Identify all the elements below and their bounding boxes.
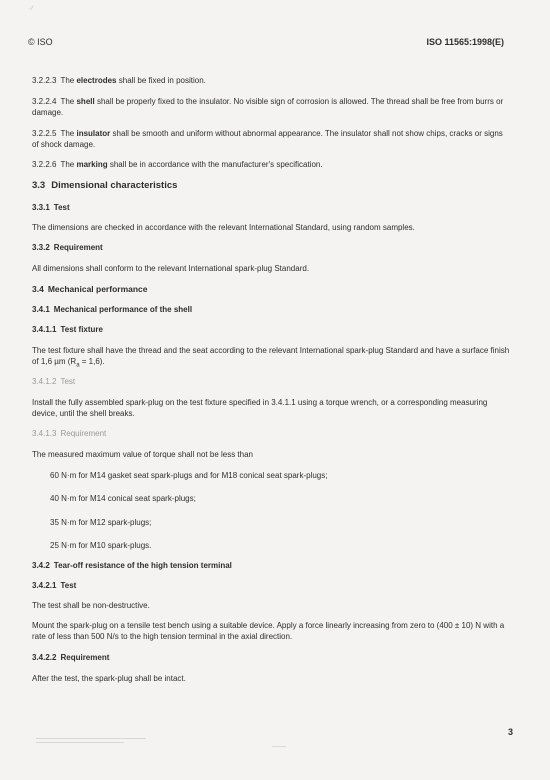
heading-title: Dimensional characteristics [51,180,178,191]
corner-mark: · ⁄ [28,6,33,12]
heading-number: 3.4.2.2 [32,653,57,662]
clause-keyword: electrodes [76,76,117,85]
heading-number: 3.3.2 [32,243,50,252]
heading-3-4-1 [32,305,192,316]
clause-number: 3.2.2.4 [32,97,57,106]
clause-3-2-2-5 [32,129,510,150]
clause-number: 3.2.2.3 [32,76,57,85]
heading-title: Mechanical performance [47,284,148,294]
heading-3-4-1-3 [32,429,106,440]
subscript: a [76,362,80,369]
heading-3-3-1 [32,203,70,214]
list-item: 25 N·m for M10 spark-plugs. [50,541,152,550]
paragraph-3-4-1-3: The measured maximum value of torque shall not be less than [32,450,254,459]
clause-text: shall be fixed in position. [116,76,206,85]
heading-3-4-2-1 [32,581,76,592]
list-item: 60 N·m for M14 gasket seat spark-plugs and for M18 conical seat spark-plugs; [50,471,328,480]
heading-number: 3.4.1.3 [32,429,57,438]
clause-keyword: marking [76,160,108,169]
paragraph-text: The test fixture shall have the thread and the seat according to the relevant International spark-plug Standard and have a surface finish of 1,6 µm (R [32,346,510,366]
list-item: 40 N·m for M14 conical seat spark-plugs; [50,494,196,503]
clause-3-2-2-4 [32,97,510,118]
clause-keyword: insulator [76,129,111,138]
paragraph-3-4-2-2: After the test, the spark-plug shall be intact. [32,674,186,683]
clause-number: 3.2.2.5 [32,129,57,138]
heading-number: 3.3.1 [32,203,50,212]
header-standard-number: ISO 11565:1998(E) [426,37,504,47]
heading-title: Test [60,581,77,590]
clause-3-2-2-6 [32,160,510,171]
paragraph-3-3-1: The dimensions are checked in accordance with the relevant International Standard, using random samples. [32,223,415,232]
heading-3-4-1-1 [32,325,103,336]
heading-3-4 [32,284,148,295]
footer-faint-marks [36,738,146,748]
clause-3-2-2-3 [32,76,510,87]
clause-number: 3.2.2.6 [32,160,57,169]
heading-title: Requirement [53,243,103,252]
heading-3-3-2 [32,243,103,254]
heading-title: Tear-off resistance of the high tension terminal [53,561,232,570]
heading-title: Requirement [60,653,110,662]
paragraph-text-end: = 1,6). [79,356,105,366]
heading-3-3 [32,181,177,192]
paragraph-3-4-1-1 [32,346,510,371]
clause-text: shall be smooth and uniform without abnormal appearance. The insulator shall not show chips, cracks or signs of shock damage. [32,129,503,149]
heading-3-4-2-2 [32,653,109,664]
paragraph-3-4-1-2: Install the fully assembled spark-plug on the test fixture specified in 3.4.1.1 using a torque wrench, or a corresponding measuring device, until the shell breaks. [32,398,488,418]
heading-3-4-1-2 [32,377,75,388]
clause-text: shall be properly fixed to the insulator. No visible sign of corrosion is allowed. The thread shall be free from burrs or damage. [32,97,504,117]
clause-text: The [60,76,77,85]
paragraph-3-4-2-1-b: Mount the spark-plug on a tensile test bench using a suitable device. Apply a force linearly increasing from zero to (400 ± 10) N with a rate of less than 500 N/s to the high tension terminal in the axial direction. [32,621,505,641]
heading-number: 3.4.2 [32,561,50,570]
heading-number: 3.4.1.2 [32,377,57,386]
heading-title: Mechanical performance of the shell [53,305,193,314]
heading-title: Test [60,377,76,386]
clause-text: The [60,97,77,106]
heading-number: 3.4.2.1 [32,581,57,590]
clause-text: The [60,129,77,138]
heading-number: 3.4.1 [32,305,50,314]
heading-title: Test [53,203,70,212]
heading-title: Requirement [60,429,107,438]
heading-title: Test fixture [60,325,103,334]
heading-number: 3.4.1.1 [32,325,57,334]
list-item: 35 N·m for M12 spark-plugs; [50,518,152,527]
footer-faint-mark [272,746,286,747]
page-number: 3 [507,727,513,737]
paragraph-3-3-2: All dimensions shall conform to the relevant International spark-plug Standard. [32,264,310,273]
clause-text: The [60,160,77,169]
paragraph-3-4-2-1-a: The test shall be non-destructive. [32,601,150,610]
heading-number: 3.4 [32,284,44,294]
clause-keyword: shell [76,97,95,106]
heading-number: 3.3 [32,180,46,191]
heading-3-4-2 [32,561,232,572]
clause-text: shall be in accordance with the manufacturer's specification. [107,160,323,169]
header-copyright: © ISO [28,37,53,47]
